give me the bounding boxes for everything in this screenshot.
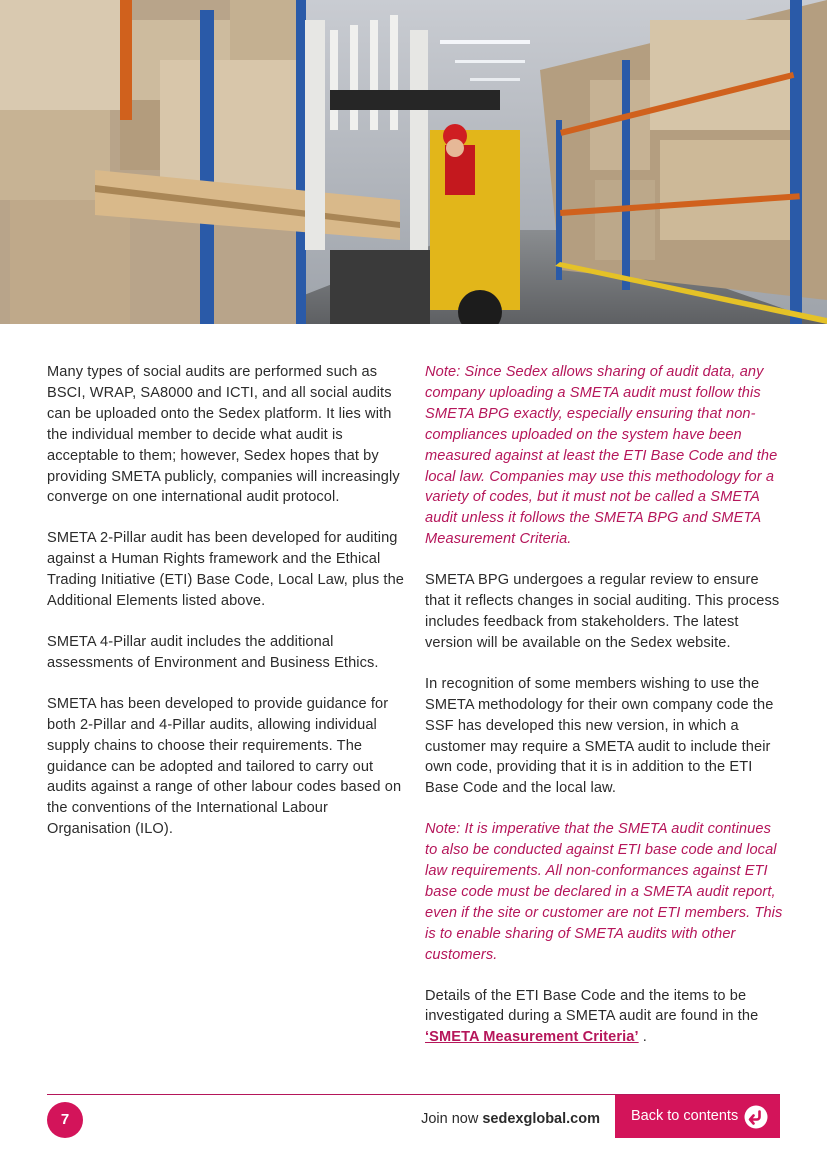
- back-to-contents-label: Back to contents: [631, 1108, 739, 1124]
- hero-image: [0, 0, 827, 324]
- measurement-criteria-link[interactable]: ‘SMETA Measurement Criteria’: [425, 1029, 639, 1046]
- review-paragraph: SMETA BPG undergoes a regular review to ensure that it reflects changes in social auditing. This process includes feedback from stakeholders. The latest version will be available on the Sedex website.: [425, 572, 780, 651]
- left-column: [47, 362, 407, 860]
- own-code-paragraph: In recognition of some members wishing to use the SMETA methodology for their own company code the SSF has developed this new version, in which a customer may require a SMETA audit to include their own code, providing that it is in addition to the ETI Base Code and the local law.: [425, 675, 774, 797]
- right-column: [425, 362, 785, 1068]
- sedexglobal-link[interactable]: sedexglobal.com: [482, 1111, 600, 1127]
- two-pillar-paragraph: SMETA 2-Pillar audit has been developed for auditing against a Human Rights framework and the Ethical Trading Initiative (ETI) Base Code, Local Law, plus the Additional Elements listed above.: [47, 530, 405, 610]
- return-arrow-icon: [744, 1105, 768, 1129]
- intro-paragraph: Many types of social audits are performed such as BSCI, WRAP, SA8000 and ICTI, and all social audits can be uploaded onto the Sedex platform. It lies with the individual member to decide what audit is acceptable to them; however, Sedex hopes that by providing SMETA publicly, companies will increasingly converge on one international audit protocol.: [47, 364, 400, 506]
- sharing-note: Note: Since Sedex allows sharing of audit data, any company uploading a SMETA audit must follow this SMETA BPG exactly, especially ensuring that non-compliances uploaded on the system have been measured against at least the ETI Base Code and the local law. Companies may use this methodology for a variety of codes, but it must not be called a SMETA audit unless it follows the SMETA BPG and SMETA Measurement Criteria.: [425, 364, 778, 548]
- guidance-paragraph: SMETA has been developed to provide guidance for both 2-Pillar and 4-Pillar audits, allowing individual supply chains to choose their requirements. The guidance can be adopted and tailored to carry out audits against a range of other labour codes based on the conventions of the International Labour Organisation (ILO).: [47, 695, 402, 838]
- eti-note: Note: It is imperative that the SMETA audit continues to also be conducted against ETI base code and local law requirements. All non-conformances against ETI base code must be declared in a SMETA audit report, even if the site or customer are not ETI members. This is to enable sharing of SMETA audits with other customers.: [425, 821, 783, 963]
- four-pillar-paragraph: SMETA 4-Pillar audit includes the additional assessments of Environment and Business Ethics.: [47, 633, 379, 671]
- join-prefix: Join now: [421, 1111, 483, 1127]
- back-to-contents-button[interactable]: [615, 1095, 780, 1138]
- details-text: Details of the ETI Base Code and the items to be investigated during a SMETA audit are found in the: [425, 987, 759, 1025]
- details-suffix: .: [638, 1029, 647, 1046]
- details-paragraph: [425, 986, 785, 1049]
- join-now-text: [421, 1109, 600, 1129]
- page-number-badge: 7: [47, 1102, 83, 1138]
